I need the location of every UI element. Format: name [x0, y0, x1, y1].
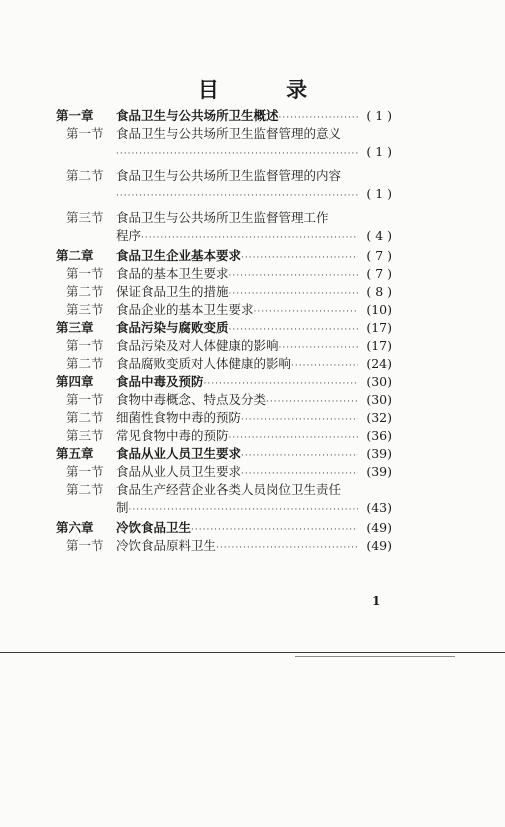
section-label: 第一节	[66, 464, 104, 479]
page-ref: (49)	[366, 538, 392, 553]
chapter-title: 食品卫生企业基本要求	[116, 248, 242, 263]
toc-section-1-3[interactable]	[56, 209, 392, 245]
page-number: 1	[372, 594, 381, 608]
section-title: 冷饮食品原料卫生	[116, 538, 217, 553]
page-ref: (30)	[366, 374, 392, 389]
section-label: 第二节	[66, 482, 104, 497]
toc-section-3-2[interactable]	[56, 355, 392, 373]
section-label: 第二节	[66, 284, 104, 299]
toc-section-2-1[interactable]	[56, 265, 392, 283]
toc-section-1-2[interactable]	[56, 167, 392, 203]
chapter-title: 食品卫生与公共场所卫生概述	[116, 108, 279, 123]
section-title-continued: 制	[116, 500, 129, 515]
chapter-label: 第六章	[56, 520, 94, 535]
section-label: 第三节	[66, 302, 104, 317]
leader-dots	[241, 447, 358, 465]
page-ref: ( 4 )	[366, 228, 392, 243]
toc-section-1-1[interactable]	[56, 125, 392, 161]
page-ref: (30)	[366, 392, 392, 407]
chapter-label: 第二章	[56, 248, 94, 263]
section-label: 第一节	[66, 538, 104, 553]
toc-section-3-1[interactable]	[56, 337, 392, 355]
page-ref: (32)	[366, 410, 392, 425]
page-ref: ( 7 )	[366, 248, 392, 263]
section-title: 食品生产经营企业各类人员岗位卫生责任	[116, 482, 342, 497]
section-title: 食品卫生与公共场所卫生监督管理的内容	[116, 168, 342, 183]
toc-section-4-1[interactable]	[56, 391, 392, 409]
chapter-title: 食品中毒及预防	[116, 374, 204, 389]
toc-chapter-6[interactable]	[56, 519, 392, 537]
leader-dots	[266, 393, 358, 411]
leader-dots	[229, 267, 358, 285]
section-title: 食品腐败变质对人体健康的影响	[116, 356, 292, 371]
toc-section-5-2[interactable]	[56, 481, 392, 517]
section-title: 食品企业的基本卫生要求	[116, 302, 254, 317]
section-title: 食品的基本卫生要求	[116, 266, 229, 281]
page-ref: (36)	[366, 428, 392, 443]
toc-section-4-3[interactable]	[56, 427, 392, 445]
scan-edge-line-short	[295, 656, 455, 657]
page-ref: (49)	[366, 520, 392, 535]
section-title: 保证食品卫生的措施	[116, 284, 229, 299]
toc-section-5-1[interactable]	[56, 463, 392, 481]
page-ref: (43)	[366, 500, 392, 515]
section-label: 第一节	[66, 338, 104, 353]
chapter-label: 第一章	[56, 108, 94, 123]
leader-dots	[291, 357, 358, 375]
page-ref: (17)	[366, 320, 392, 335]
section-title: 食品从业人员卫生要求	[116, 464, 242, 479]
section-title: 食品卫生与公共场所卫生监督管理的意义	[116, 126, 342, 141]
leader-dots	[254, 303, 358, 321]
leader-dots	[241, 249, 358, 267]
chapter-title: 食品污染与腐败变质	[116, 320, 229, 335]
leader-dots	[216, 539, 358, 557]
section-label: 第一节	[66, 126, 104, 141]
leader-dots	[229, 429, 358, 447]
section-label: 第一节	[66, 266, 104, 281]
section-title: 细菌性食物中毒的预防	[116, 410, 242, 425]
page-ref: ( 1 )	[366, 108, 392, 123]
toc-section-2-3[interactable]	[56, 301, 392, 319]
toc-chapter-5[interactable]	[56, 445, 392, 463]
section-label: 第一节	[66, 392, 104, 407]
chapter-label: 第五章	[56, 446, 94, 461]
chapter-title: 冷饮食品卫生	[116, 520, 192, 535]
toc-title: 目 录	[197, 78, 338, 102]
section-label: 第三节	[66, 210, 104, 225]
section-title: 常见食物中毒的预防	[116, 428, 229, 443]
section-title-continued: 程序	[116, 228, 142, 243]
chapter-label: 第四章	[56, 374, 94, 389]
table-of-contents	[56, 107, 392, 555]
page-ref: ( 8 )	[366, 284, 392, 299]
leader-dots	[191, 521, 358, 539]
leader-dots	[141, 229, 358, 247]
page-ref: ( 7 )	[366, 266, 392, 281]
leader-dots	[116, 187, 358, 205]
leader-dots	[241, 411, 358, 429]
toc-chapter-1[interactable]	[56, 107, 392, 125]
page-ref: (39)	[366, 446, 392, 461]
toc-section-6-1[interactable]	[56, 537, 392, 555]
leader-dots	[129, 501, 358, 519]
leader-dots	[116, 145, 358, 163]
section-title: 食物中毒概念、特点及分类	[116, 392, 267, 407]
section-label: 第二节	[66, 356, 104, 371]
page-ref: (10)	[366, 302, 392, 317]
toc-chapter-4[interactable]	[56, 373, 392, 391]
toc-section-2-2[interactable]	[56, 283, 392, 301]
page-ref: (17)	[366, 338, 392, 353]
chapter-label: 第三章	[56, 320, 94, 335]
section-label: 第二节	[66, 168, 104, 183]
toc-chapter-3[interactable]	[56, 319, 392, 337]
section-label: 第三节	[66, 428, 104, 443]
page-ref: (39)	[366, 464, 392, 479]
chapter-title: 食品从业人员卫生要求	[116, 446, 242, 461]
toc-section-4-2[interactable]	[56, 409, 392, 427]
scan-edge-line	[0, 652, 505, 653]
section-label: 第二节	[66, 410, 104, 425]
page-ref: ( 1 )	[366, 144, 392, 159]
section-title: 食品污染及对人体健康的影响	[116, 338, 279, 353]
section-title: 食品卫生与公共场所卫生监督管理工作	[116, 210, 329, 225]
page-ref: (24)	[366, 356, 392, 371]
toc-chapter-2[interactable]	[56, 247, 392, 265]
page-ref: ( 1 )	[366, 186, 392, 201]
